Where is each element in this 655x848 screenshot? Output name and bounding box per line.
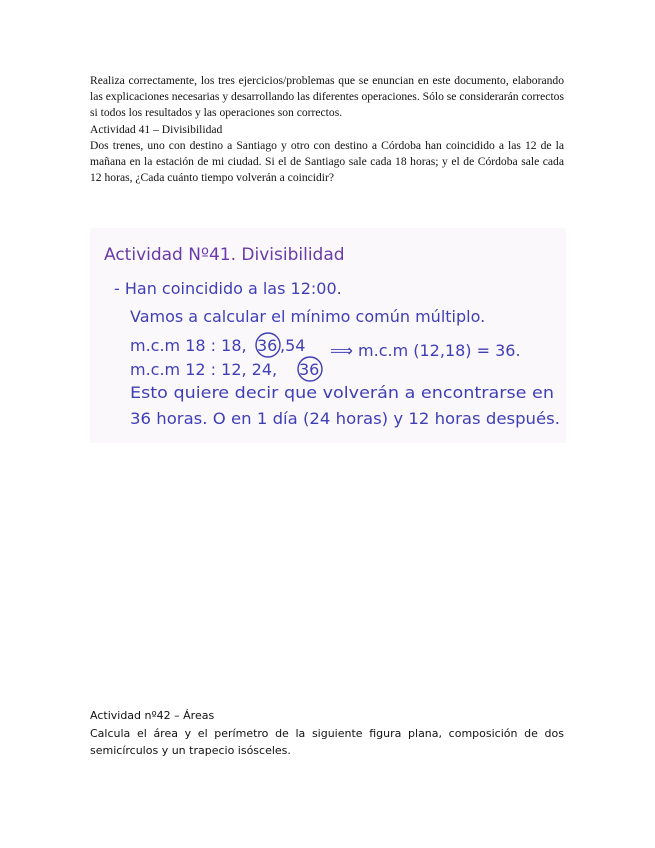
handwritten-mcm12-prefix: m.c.m 12 : 12, 24, — [130, 360, 278, 379]
handwritten-mcm18-prefix: m.c.m 18 : 18, — [130, 336, 247, 355]
activity42-statement: Calcula el área y el perímetro de la siguiente figura plana, composición de dos semicírculos y un trapecio isósceles. — [90, 726, 564, 757]
handwritten-mcm18-suffix: ,54 — [280, 336, 306, 355]
handwritten-result: ⟹ m.c.m (12,18) = 36. — [330, 341, 521, 360]
activity42-section — [90, 707, 564, 760]
activity42-title: Actividad nº42 – Áreas — [90, 709, 215, 722]
instructions-paragraph: Realiza correctamente, los tres ejercicios/problemas que se enuncian en este documento, elaborando las explicaciones necesarias y desarrollando las diferentes operaciones. Sólo se considerarán correctos si todos los resultados y las operaciones son correctos. — [90, 74, 564, 120]
handwritten-solution-image — [90, 228, 566, 443]
handwritten-title: Actividad Nº41. Divisibilidad — [104, 245, 345, 265]
handwritten-solution-drawing — [90, 228, 566, 443]
activity41-title: Actividad 41 – Divisibilidad — [90, 122, 223, 136]
activity41-statement: Dos trenes, uno con destino a Santiago y otro con destino a Córdoba han coincidido a las 12 de la mañana en la estación de mi ciudad. Si el de Santiago sale cada 18 horas; y el de Córdoba sale cada 12 horas, ¿Cada cuánto tiempo volverán a coincidir? — [90, 138, 564, 185]
handwritten-mcm12-circled: 36 — [299, 360, 320, 379]
handwritten-line-6: 36 horas. O en 1 día (24 horas) y 12 horas después. — [130, 409, 560, 428]
handwritten-line-5: Esto quiere decir que volverán a encontrarse en — [130, 383, 554, 402]
handwritten-mcm18-circled: 36 — [257, 336, 278, 355]
handwritten-line-1: - Han coincidido a las 12:00. — [114, 279, 342, 298]
handwritten-line-2: Vamos a calcular el mínimo común múltiplo. — [130, 307, 486, 326]
intro-section — [90, 73, 564, 186]
